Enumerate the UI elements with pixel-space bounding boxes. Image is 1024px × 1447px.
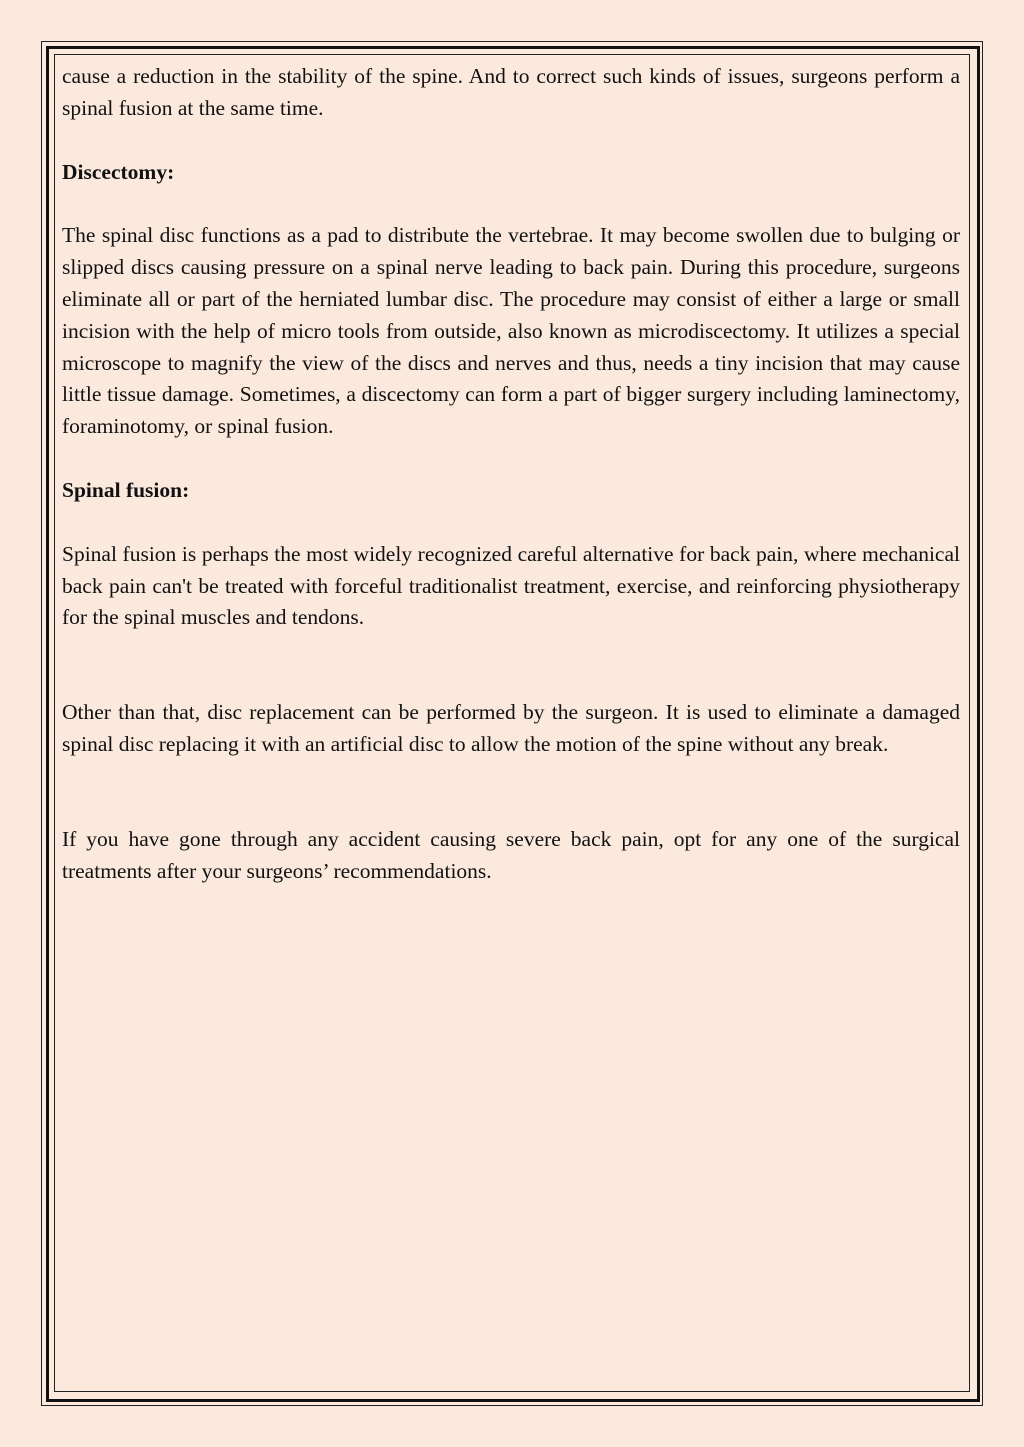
spinal-fusion-paragraph: Spinal fusion is perhaps the most widely recognized careful alternative for back pain, where mechanical back pain can't be treated with forceful traditionalist treatment, exercise, and reinforcing physiotherapy for the spinal muscles and tendons.	[62, 541, 960, 630]
spacer	[62, 443, 960, 475]
closing-paragraph: If you have gone through any accident causing severe back pain, opt for any one of the surgical treatments after your surgeons’ recommendations.	[62, 826, 960, 883]
document-body	[62, 61, 960, 887]
discectomy-paragraph: The spinal disc functions as a pad to distribute the vertebrae. It may become swollen due to bulging or slipped discs causing pressure on a spinal nerve leading to back pain. During this procedure, surgeons eliminate all or part of the herniated lumbar disc. The procedure may consist of either a large or small incision with the help of micro tools from outside, also known as microdiscectomy. It utilizes a special microscope to magnify the view of the discs and nerves and thus, needs a tiny incision that may cause little tissue damage. Sometimes, a discectomy can form a part of bigger surgery including laminectomy, foraminotomy, or spinal fusion.	[62, 223, 960, 439]
spacer	[62, 761, 960, 824]
spinal-fusion-heading: Spinal fusion:	[62, 477, 190, 502]
disc-replacement-paragraph: Other than that, disc replacement can be performed by the surgeon. It is used to eliminate a damaged spinal disc replacing it with an artificial disc to allow the motion of the spine without any break.	[62, 700, 960, 756]
spacer	[62, 125, 960, 157]
spacer	[62, 188, 960, 220]
intro-paragraph: cause a reduction in the stability of the spine. And to correct such kinds of issues, surgeons perform a spinal fusion at the same time.	[62, 64, 960, 120]
spacer	[62, 634, 960, 697]
spacer	[62, 507, 960, 539]
discectomy-heading: Discectomy:	[62, 159, 175, 184]
